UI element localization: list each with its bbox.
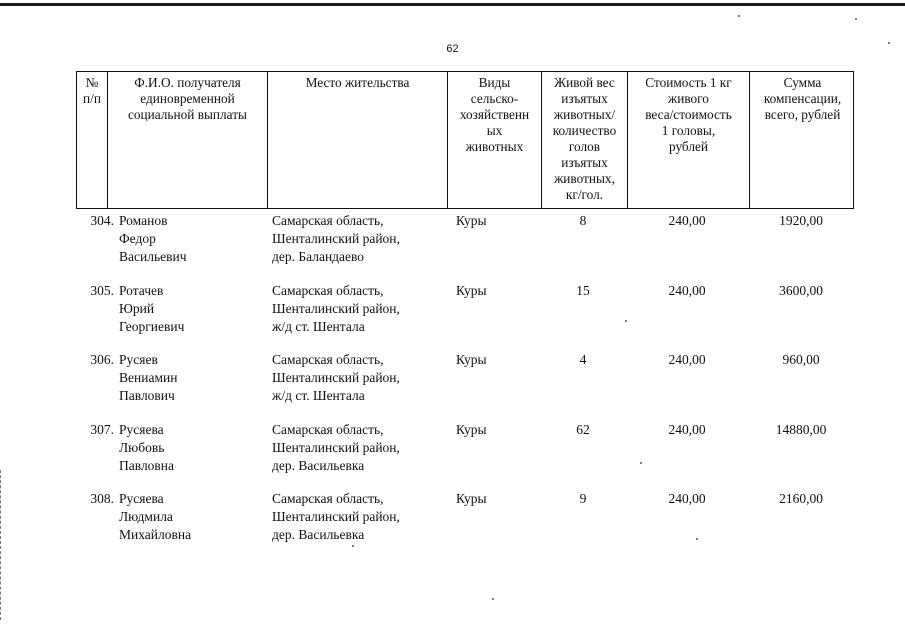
row-qty: 15 bbox=[576, 283, 590, 298]
header-address: Место жительства bbox=[267, 72, 447, 208]
row-sum: 3600,00 bbox=[779, 283, 823, 298]
row-name: Русяева Людмила Михайловна bbox=[119, 491, 192, 542]
scan-speck bbox=[696, 538, 698, 540]
scan-left-edge bbox=[0, 470, 3, 620]
row-sum: 960,00 bbox=[782, 352, 820, 367]
table-row bbox=[76, 212, 854, 272]
row-kind: Куры bbox=[456, 352, 487, 367]
scan-speck bbox=[855, 18, 857, 20]
header-price: Стоимость 1 кг живого веса/стоимость 1 головы, рублей bbox=[627, 72, 749, 208]
row-price: 240,00 bbox=[668, 213, 706, 228]
row-address: Самарская область, Шенталинский район, дер. Васильевка bbox=[272, 491, 400, 542]
row-price: 240,00 bbox=[668, 422, 706, 437]
row-num: 306. bbox=[90, 352, 114, 367]
page-number: 62 bbox=[446, 43, 459, 55]
row-price: 240,00 bbox=[668, 352, 706, 367]
row-sum: 1920,00 bbox=[779, 213, 823, 228]
row-address: Самарская область, Шенталинский район, ж/д ст. Шентала bbox=[272, 283, 400, 334]
table-row bbox=[76, 351, 854, 411]
header-sum: Сумма компенсации, всего, рублей bbox=[749, 72, 855, 208]
scan-speck bbox=[888, 42, 890, 44]
scan-top-edge bbox=[0, 3, 905, 6]
row-name: Ротачев Юрий Георгиевич bbox=[119, 283, 185, 334]
scan-speck bbox=[625, 320, 627, 322]
table-header bbox=[76, 71, 854, 209]
table-row bbox=[76, 421, 854, 481]
row-address: Самарская область, Шенталинский район, дер. Васильевка bbox=[272, 422, 400, 473]
row-num: 305. bbox=[90, 283, 114, 298]
row-kind: Куры bbox=[456, 491, 487, 506]
row-name: Русяева Любовь Павловна bbox=[119, 422, 175, 473]
row-sum: 2160,00 bbox=[779, 491, 823, 506]
row-qty: 9 bbox=[579, 491, 587, 506]
scan-speck bbox=[738, 15, 740, 17]
header-qty: Живой вес изъятых животных/ количество голов изъятых животных, кг/гол. bbox=[541, 72, 627, 208]
scan-speck bbox=[492, 598, 494, 600]
table-row bbox=[76, 490, 854, 550]
row-qty: 4 bbox=[579, 352, 587, 367]
row-address: Самарская область, Шенталинский район, ж/д ст. Шентала bbox=[272, 352, 400, 403]
row-num: 308. bbox=[90, 491, 114, 506]
row-qty: 62 bbox=[576, 422, 590, 437]
row-kind: Куры bbox=[456, 283, 487, 298]
row-sum: 14880,00 bbox=[775, 422, 827, 437]
table-row bbox=[76, 282, 854, 342]
row-price: 240,00 bbox=[668, 491, 706, 506]
row-address: Самарская область, Шенталинский район, дер. Баландаево bbox=[272, 213, 400, 264]
row-num: 307. bbox=[90, 422, 114, 437]
row-qty: 8 bbox=[579, 213, 587, 228]
row-num: 304. bbox=[90, 213, 114, 228]
header-name: Ф.И.О. получателя единовременной социальной выплаты bbox=[107, 72, 267, 208]
row-kind: Куры bbox=[456, 422, 487, 437]
row-kind: Куры bbox=[456, 213, 487, 228]
row-price: 240,00 bbox=[668, 283, 706, 298]
row-name: Романов Федор Васильевич bbox=[119, 213, 187, 264]
row-name: Русяев Вениамин Павлович bbox=[119, 352, 178, 403]
header-num: № п/п bbox=[83, 75, 101, 106]
scan-speck bbox=[352, 545, 354, 547]
scan-speck bbox=[640, 462, 642, 464]
header-kind: Виды сельско- хозяйственн ых животных bbox=[447, 72, 541, 208]
